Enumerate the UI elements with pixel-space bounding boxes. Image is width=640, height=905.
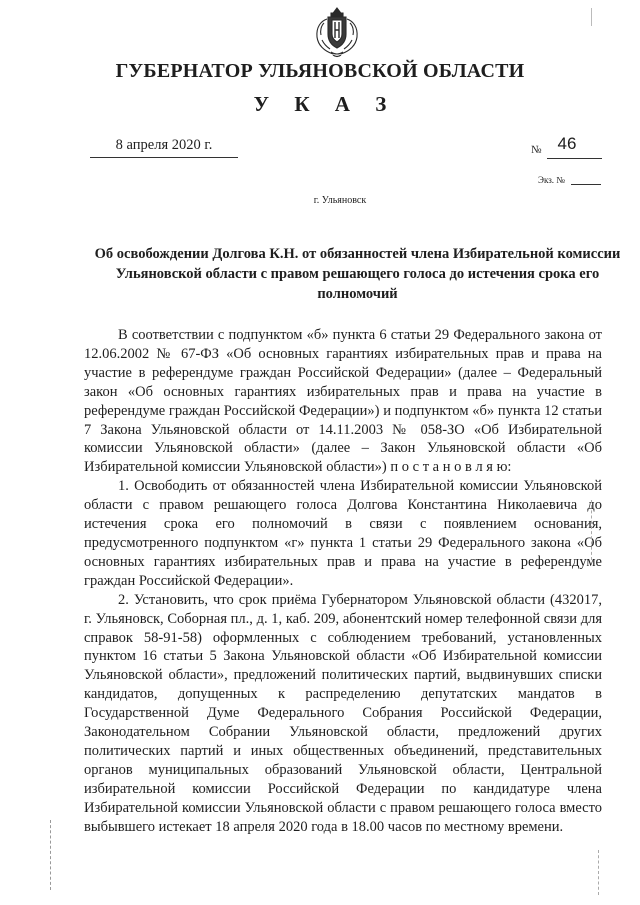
number-label: № [531, 144, 542, 156]
governor-title: ГУБЕРНАТОР УЛЬЯНОВСКОЙ ОБЛАСТИ [115, 60, 525, 82]
item-2-paragraph: 2. Установить, что срок приёма Губернатором Ульяновской области (432017, г. Ульяновск, Соборная пл., д. 1, каб. 209, абонентский номер телефонной связи для справок 58-91-58) оформленных с соблюдением требований, установленных пунктом 16 статьи 5 Закона Ульяновской области «Об Избирательной комиссии Ульяновской области», предложений политических партий, выдвинувших списки кандидатов, допущенных к распределению депутатских мандатов в Государственной Думе Федерального Собрания Российской Федерации, Законодательном Собрании Ульяновской области, предложений других политических партий и иных общественных объединений, представительных органов муниципальных образований Ульяновской области, Центральной избирательной комиссии Российской Федерации по кандидатуре члена Избирательной комиссии Ульяновской области с правом решающего голоса вместо выбывшего истекает 18 апреля 2020 года в 18.00 часов по местному времени. [84, 591, 602, 835]
copy-number-underline [571, 184, 601, 185]
document-number: 46 [557, 134, 577, 153]
number-underline [547, 158, 602, 159]
scan-mark [598, 850, 600, 895]
document-date: 8 апреля 2020 г. [90, 137, 238, 158]
scan-mark [591, 8, 593, 26]
decree-body [84, 326, 602, 836]
scan-mark [591, 500, 593, 560]
preamble-paragraph: В соответствии с подпунктом «б» пункта 6 статьи 29 Федерального закона от 12.06.2002 № 67-ФЗ «Об основных гарантиях избирательных прав и права на участие в референдуме граждан Российской Федерации» (далее – Федеральный закон «Об основных гарантиях избирательных прав и права на участие в референдуме граждан Российской Федерации») и подпунктом «б» пункта 12 статьи 7 Закона Ульяновской области от 14.11.2003 № 058-ЗО «Об Избирательной комиссии Ульяновской области» (далее – Закон Ульяновской области «Об Избирательной комиссии Ульяновской области») п о с т а н о в л я ю: [84, 327, 602, 476]
copy-number-label: Экз. № [538, 175, 565, 185]
item-1-paragraph: 1. Освободить от обязанностей члена Избирательной комиссии Ульяновской области с правом решающего голоса Долгова Константина Николаевича до истечения срока его полномочий в связи с появлением основания, предусмотренного подпунктом «г» пункта 1 статьи 29 Федерального закона «Об основных гарантиях избирательных прав и права на участие в референдуме граждан Российской Федерации». [84, 478, 602, 589]
city: г. Ульяновск [313, 195, 367, 206]
document-type: У К А З [253, 92, 397, 116]
scan-mark [50, 820, 52, 890]
ulyanovsk-coat-of-arms-icon [302, 4, 372, 60]
decree-subject: Об освобождении Долгова К.Н. от обязанностей члена Избирательной комиссии Ульяновской области с правом решающего голоса до истечения срока его полномочий [94, 246, 621, 302]
